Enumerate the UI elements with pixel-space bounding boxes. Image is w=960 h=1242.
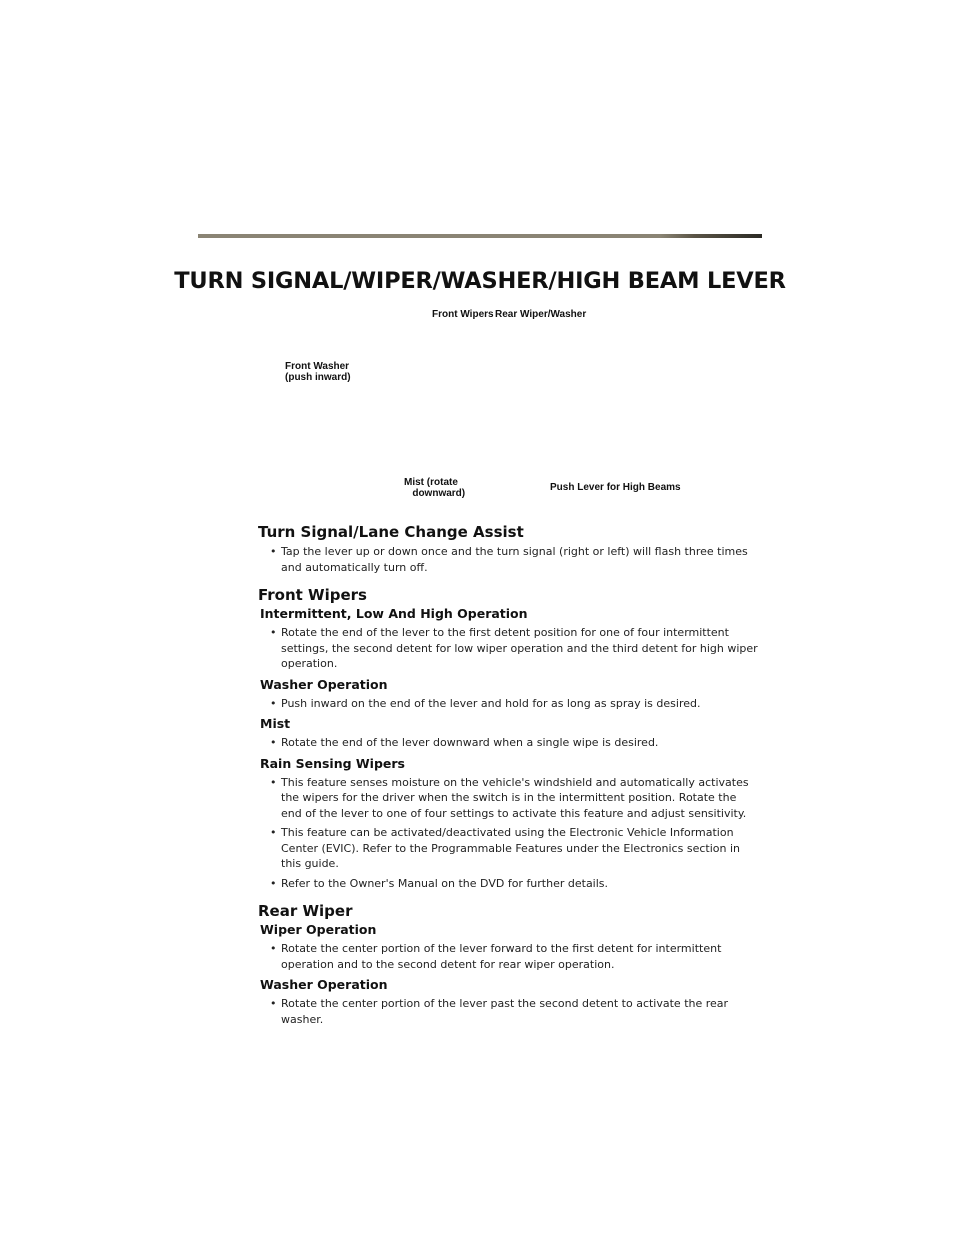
bullet-icon: • (270, 696, 277, 710)
bullet-text: Rotate the end of the lever downward when a single wipe is desired. (281, 736, 659, 749)
bullet-text: Rotate the end of the lever to the first detent position for one of four intermittent settings, the second detent for low wiper operation and the third detent for high wiper operation. (281, 626, 758, 670)
callout-front-wipers: Front Wipers (432, 309, 494, 320)
section-title-rear-wiper: Rear Wiper (258, 902, 353, 920)
bullet-item (258, 996, 758, 1027)
bullet-text: This feature senses moisture on the vehicle's windshield and automatically activates the wipers for the driver when the switch is in the intermittent position. Rotate the end of the lever to one of four settings to activate this feature and adjust sensitivity. (281, 775, 749, 820)
bullet-icon: • (270, 942, 277, 955)
bullet-text: Rotate the center portion of the lever past the second detent to activate the rear washer. (281, 997, 729, 1026)
bullet-icon: • (270, 876, 277, 890)
bullet-item (258, 696, 758, 712)
callout-front-washer: Front Washer (push inward) (285, 361, 351, 383)
subsection-title-rain-sensing: Rain Sensing Wipers (260, 755, 406, 771)
bullet-item (258, 876, 758, 892)
section-title-front-wipers: Front Wipers (258, 586, 367, 604)
callout-rear-wiper-washer: Rear Wiper/Washer (495, 309, 587, 320)
bullet-icon: • (270, 626, 277, 639)
section-title-turn-signal: Turn Signal/Lane Change Assist (258, 523, 524, 541)
bullet-icon: • (270, 775, 277, 789)
subsection-title-washer-operation: Washer Operation (260, 977, 388, 992)
callout-mist: Mist (rotate downward) (404, 477, 466, 499)
bullet-icon: • (270, 826, 277, 839)
bullet-icon: • (270, 736, 277, 749)
bullet-icon: • (270, 545, 277, 558)
bullet-item (258, 825, 758, 872)
subsection-title-mist: Mist (260, 716, 291, 731)
header-rule (198, 234, 762, 238)
bullet-item (258, 544, 758, 575)
bullet-item (258, 625, 758, 672)
page-title: TURN SIGNAL/WIPER/WASHER/HIGH BEAM LEVER (174, 268, 786, 294)
bullet-text: Rotate the center portion of the lever forward to the first detent for intermittent operation and to the second detent for rear wiper operation. (281, 942, 722, 971)
bullet-text: Push inward on the end of the lever and hold for as long as spray is desired. (281, 696, 701, 710)
bullet-text: Refer to the Owner's Manual on the DVD for further details. (281, 876, 609, 890)
bullet-item (258, 941, 758, 972)
bullet-icon: • (270, 997, 277, 1010)
bullet-text: This feature can be activated/deactivated using the Electronic Vehicle Information Center (EVIC). Refer to the Programmable Features under the Electronics section in this guide. (281, 826, 740, 870)
subsection-title-intermittent: Intermittent, Low And High Operation (260, 606, 528, 621)
bullet-item (258, 775, 758, 822)
callout-high-beams: Push Lever for High Beams (550, 482, 681, 493)
bullet-item (258, 735, 758, 751)
subsection-title-washer: Washer Operation (260, 676, 388, 692)
manual-content (258, 522, 758, 1031)
bullet-text: Tap the lever up or down once and the turn signal (right or left) will flash three times and automatically turn off. (281, 545, 748, 574)
subsection-title-wiper-operation: Wiper Operation (260, 922, 377, 937)
